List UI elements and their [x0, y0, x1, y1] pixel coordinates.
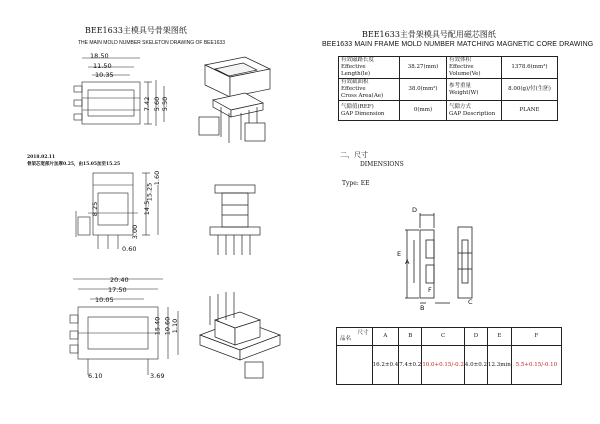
value-B: 7.4±0.2 [399, 346, 422, 385]
spec-value: 38.27(mm) [400, 57, 447, 79]
right-title: BEE1633主骨架模具号配用磁芯图纸 [362, 30, 496, 39]
left-title: BEE1633主模具号骨架图纸 [85, 26, 187, 35]
section-subtitle: DIMENSIONS [360, 161, 404, 168]
spec-label-cn: 有效体积 [449, 57, 472, 63]
dim-mid-2: 0.60 [122, 245, 137, 253]
dim-bot-4: 6.10 [88, 372, 103, 380]
spec-value: PLANE [502, 101, 558, 121]
spec-label-en: Length(le) [341, 71, 371, 77]
dimension-table [336, 327, 562, 385]
dim-bot-8: 1.10 [171, 318, 180, 334]
col-header-B: B [399, 328, 422, 346]
spec-label-cn: 有效磁路长度 [341, 57, 375, 63]
section-title: 二、尺寸 [340, 151, 368, 159]
spec-label-en: Effective [341, 64, 366, 70]
dim-bot-5: 3.69 [150, 372, 165, 380]
value-A: 16.2±0.4 [372, 346, 399, 385]
core-label-E: E [397, 250, 402, 258]
right-subtitle: BEE1633 MAIN FRAME MOLD NUMBER MATCHING MAGNETIC CORE DRAWING [322, 41, 594, 48]
dim-top-6: 5.50 [161, 96, 170, 112]
dim-top-5: 5.60 [153, 96, 162, 112]
spec-label-cn: 气隙值(REF) [341, 103, 374, 110]
col-header-E: E [487, 328, 511, 346]
dim-bot-3: 10.05 [95, 296, 114, 304]
spec-label-en: GAP Dimension [341, 110, 385, 117]
spec-value: 38.0(mm²) [400, 79, 447, 101]
spec-value: 1378.6(mm³) [502, 57, 558, 79]
dim-top-1: 18.50 [90, 52, 109, 60]
spec-label-en: Effective [341, 86, 366, 92]
dimension-value-row [337, 346, 562, 385]
dim-top-2: 11.50 [93, 62, 112, 70]
value-D: 4.0±0.2 [464, 346, 487, 385]
dim-mid-1: 8.25 [91, 201, 100, 217]
spec-table [338, 56, 558, 121]
core-label-A: A [405, 258, 410, 266]
spec-row-area [339, 79, 558, 101]
spec-label-cn: 有效截面积 [341, 79, 369, 85]
core-label-D: D [412, 206, 418, 214]
core-label-F: F [428, 286, 432, 294]
middle-side-view [200, 180, 280, 260]
col-header-A: A [372, 328, 399, 346]
corner-size-label: 尺寸 [357, 330, 369, 336]
value-E: 12.3min [487, 346, 511, 385]
corner-name-label: 品名 [340, 336, 352, 342]
dim-mid-3: 3.00 [131, 224, 140, 240]
dim-mid-5: 15.25 [145, 182, 154, 202]
note-date: 2018.02.11 [27, 155, 56, 160]
spec-label-en: GAP Description [449, 110, 496, 117]
table-corner [337, 328, 373, 346]
dim-bot-7: 10.60 [163, 316, 172, 336]
spec-label-cn: 参考重量 [449, 82, 472, 89]
dim-mid-4: 14.5 [143, 200, 152, 216]
value-C: 10.0+0.15/-0.2 [422, 346, 465, 385]
top-front-view-drawing [70, 52, 190, 132]
col-header-C: C [422, 328, 465, 346]
spec-row-length [339, 57, 558, 79]
dim-bot-1: 20.40 [110, 276, 129, 284]
core-label-B: B [420, 304, 425, 312]
spec-value: 8.00(g)/付(生胚) [502, 79, 558, 101]
note-text: 骨架芯宽部片加厚0.25，由15.05加至15.25 [27, 162, 121, 167]
spec-row-gap [339, 101, 558, 121]
core-type: Type: EE [342, 180, 370, 187]
col-header-D: D [464, 328, 487, 346]
spec-label-en: Effective [449, 64, 474, 70]
left-subtitle: THE MAIN MOLD NUMBER SKELETON DRAWING OF BEE1633 [78, 40, 225, 46]
dim-bot-2: 17.50 [108, 286, 127, 294]
spec-value: 0(mm) [400, 101, 447, 121]
value-F: 5.5+0.15/-0.10 [511, 346, 561, 385]
bobbin-3d-bottom [195, 290, 285, 385]
core-label-C: C [468, 298, 473, 306]
dim-top-3: 10.35 [95, 71, 114, 79]
col-header-F: F [511, 328, 561, 346]
spec-label-cn: 气隙方式 [449, 103, 472, 110]
spec-label-en: Weight(W) [449, 89, 479, 96]
dim-bot-6: 15.40 [153, 316, 162, 336]
dimension-header-row [337, 328, 562, 346]
dim-mid-6: 1.60 [153, 170, 162, 186]
spec-label-en: Volume(Ve) [449, 71, 481, 77]
middle-section-drawing [68, 165, 188, 255]
spec-label-en: Cross Area(Ae) [341, 93, 384, 99]
dim-top-4: 7.42 [143, 96, 152, 112]
bobbin-3d-top [195, 55, 280, 150]
core-dimension-drawing [395, 205, 495, 310]
